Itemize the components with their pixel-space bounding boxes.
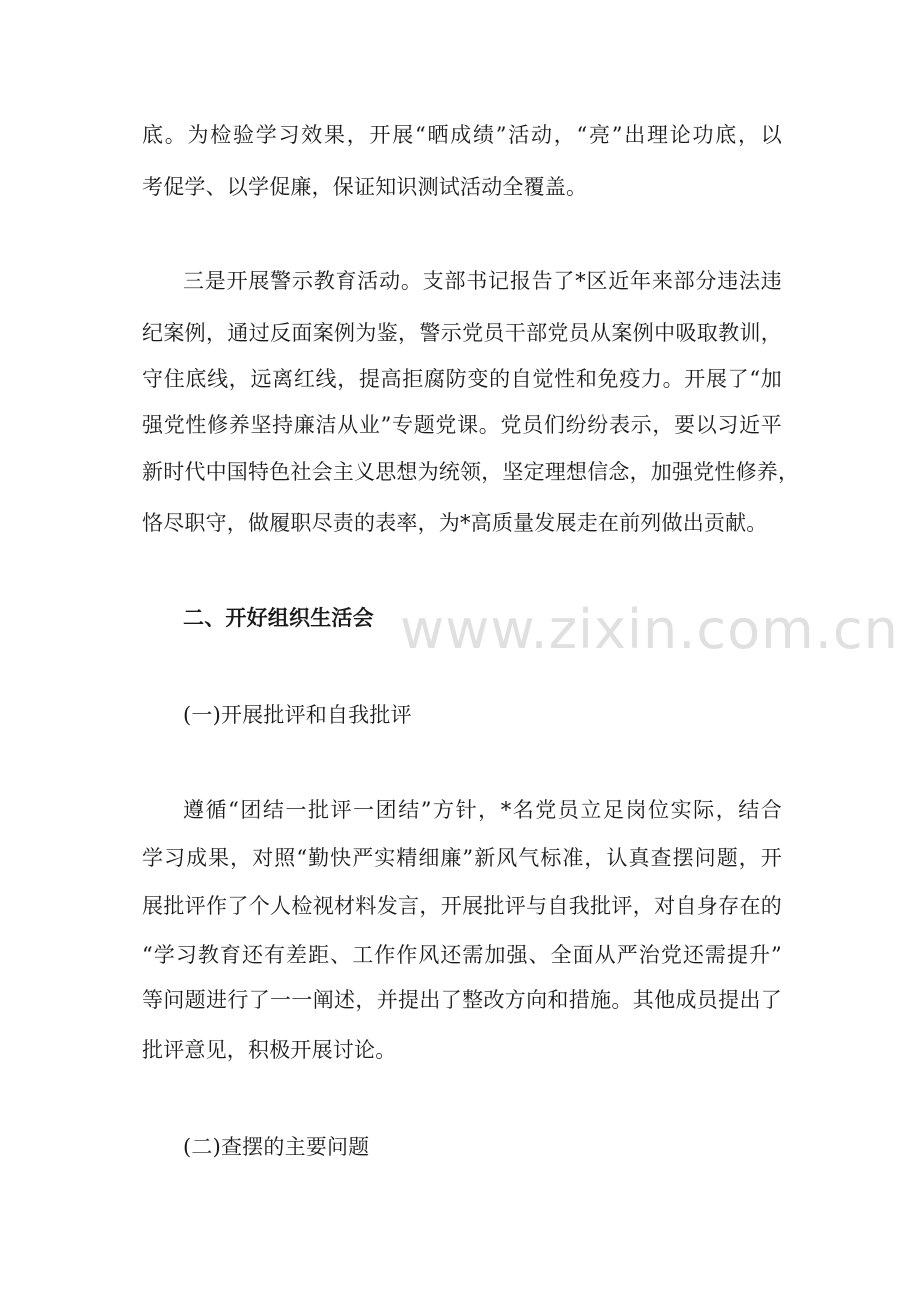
paragraph-1-line-2: 考促学、以学促廉，保证知识测试活动全覆盖。 <box>142 175 588 199</box>
paragraph-2-line-5: 新时代中国特色社会主义思想为统领，坚定理想信念，加强党性修养， <box>142 460 800 484</box>
paragraph-3-line-1: 遵循“团结一批评一团结”方针，*名党员立足岗位实际，结合 <box>183 798 782 822</box>
paragraph-2-line-3: 守住底线，远离红线，提高拒腐防变的自觉性和免疫力。开展了“加 <box>142 367 782 391</box>
paragraph-2-line-6: 恪尽职守，做履职尽责的表率，为*高质量发展走在前列做出贡献。 <box>142 511 768 535</box>
section-heading: 二、开好组织生活会 <box>183 606 374 630</box>
paragraph-3-line-4: “学习教育还有差距、工作作风还需加强、全面从严治党还需提升” <box>142 943 782 967</box>
paragraph-2-line-1: 三是开展警示教育活动。支部书记报告了*区近年来部分违法违 <box>183 269 782 293</box>
paragraph-3-line-2: 学习成果，对照“勤快严实精细廉”新风气标准，认真查摆问题，开 <box>142 846 782 870</box>
paragraph-2-line-4: 强党性修养坚持廉洁从业”专题党课。党员们纷纷表示，要以习近平 <box>142 413 782 437</box>
paragraph-3-line-5: 等问题进行了一一阐述，并提出了整改方向和措施。其他成员提出了 <box>142 988 782 1012</box>
paragraph-3-line-3: 展批评作了个人检视材料发言，开展批评与自我批评，对自身存在的 <box>142 894 782 918</box>
watermark: www.zixin.com.cn <box>400 598 899 661</box>
paragraph-1-line-1: 底。为检验学习效果，开展“晒成绩”活动，“亮”出理论功底，以 <box>142 123 782 147</box>
subheading-1: (一)开展批评和自我批评 <box>183 703 412 727</box>
paragraph-3-line-6: 批评意见，积极开展讨论。 <box>142 1038 397 1062</box>
paragraph-2-line-2: 纪案例，通过反面案例为鉴，警示党员干部党员从案例中吸取教训， <box>142 321 782 345</box>
subheading-2: (二)查摆的主要问题 <box>183 1135 370 1159</box>
